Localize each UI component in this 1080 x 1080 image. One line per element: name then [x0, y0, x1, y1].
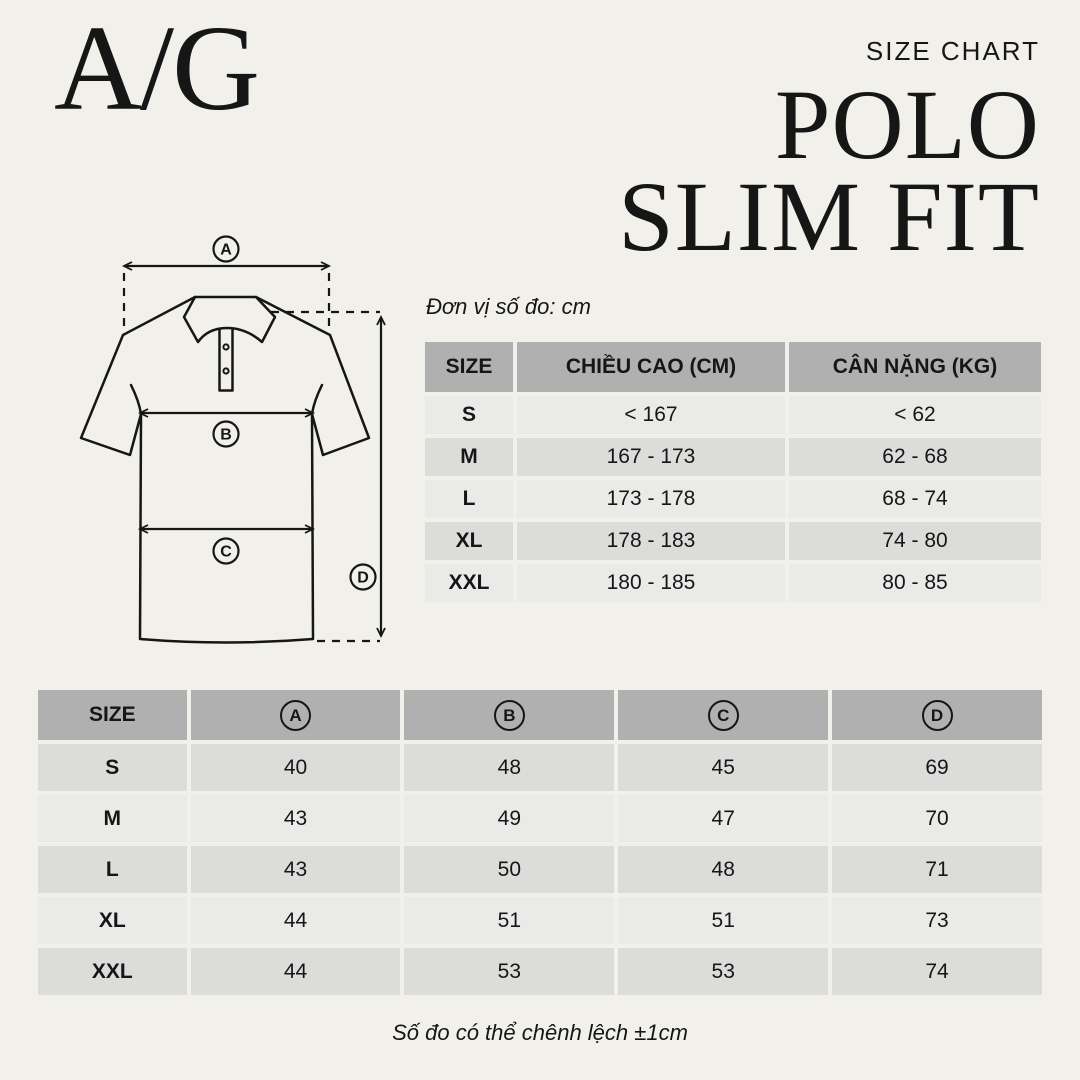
- table-row: M 43 49 47 70: [38, 795, 1042, 842]
- size-guide-table: [421, 338, 1045, 606]
- product-title: [618, 69, 1040, 272]
- measurement-header-a: [191, 690, 401, 740]
- table-row: S < 167 < 62: [425, 396, 1041, 434]
- brand-logo: A/G: [54, 1, 259, 136]
- size-chart-eyebrow: SIZE CHART: [865, 36, 1040, 66]
- dimension-d-label: D: [357, 569, 369, 587]
- table-row: XXL 44 53 53 74: [38, 948, 1042, 995]
- size-guide-header-row: [425, 342, 1041, 392]
- placket: [220, 326, 233, 391]
- measurement-table: [34, 686, 1046, 999]
- circled-d-icon: D: [922, 700, 953, 731]
- measurement-header-b: [404, 690, 614, 740]
- circled-a-icon: A: [280, 700, 311, 731]
- polo-shirt-outline: [81, 297, 369, 643]
- table-row: L 43 50 48 71: [38, 846, 1042, 893]
- table-row: L 173 - 178 68 - 74: [425, 480, 1041, 518]
- measurement-header-d: [832, 690, 1042, 740]
- circled-c-icon: C: [708, 700, 739, 731]
- product-title-line2: SLIM FIT: [618, 161, 1040, 272]
- size-guide-header-height: CHIỀU CAO (CM): [517, 342, 785, 392]
- header-block: [618, 36, 1040, 272]
- dimension-c-label: C: [220, 543, 232, 561]
- circled-b-icon: B: [494, 700, 525, 731]
- table-row: XL 178 - 183 74 - 80: [425, 522, 1041, 560]
- unit-note: Đơn vị số đo: cm: [426, 294, 591, 319]
- dimension-b-label: B: [220, 426, 232, 444]
- measurement-header-row: [38, 690, 1042, 740]
- table-row: M 167 - 173 62 - 68: [425, 438, 1041, 476]
- measurement-header-c: [618, 690, 828, 740]
- tolerance-note: Số đo có thể chênh lệch ±1cm: [392, 1020, 688, 1045]
- size-guide-header-size: SIZE: [425, 342, 513, 392]
- table-row: S 40 48 45 69: [38, 744, 1042, 791]
- polo-diagram-svg: [60, 225, 410, 675]
- polo-measurement-diagram: [60, 225, 410, 675]
- product-title-line1: POLO: [774, 69, 1040, 180]
- dimension-a-label: A: [220, 241, 232, 259]
- table-row: XL 44 51 51 73: [38, 897, 1042, 944]
- measurement-header-size: SIZE: [38, 690, 187, 740]
- table-row: XXL 180 - 185 80 - 85: [425, 564, 1041, 602]
- size-guide-header-weight: CÂN NẶNG (KG): [789, 342, 1041, 392]
